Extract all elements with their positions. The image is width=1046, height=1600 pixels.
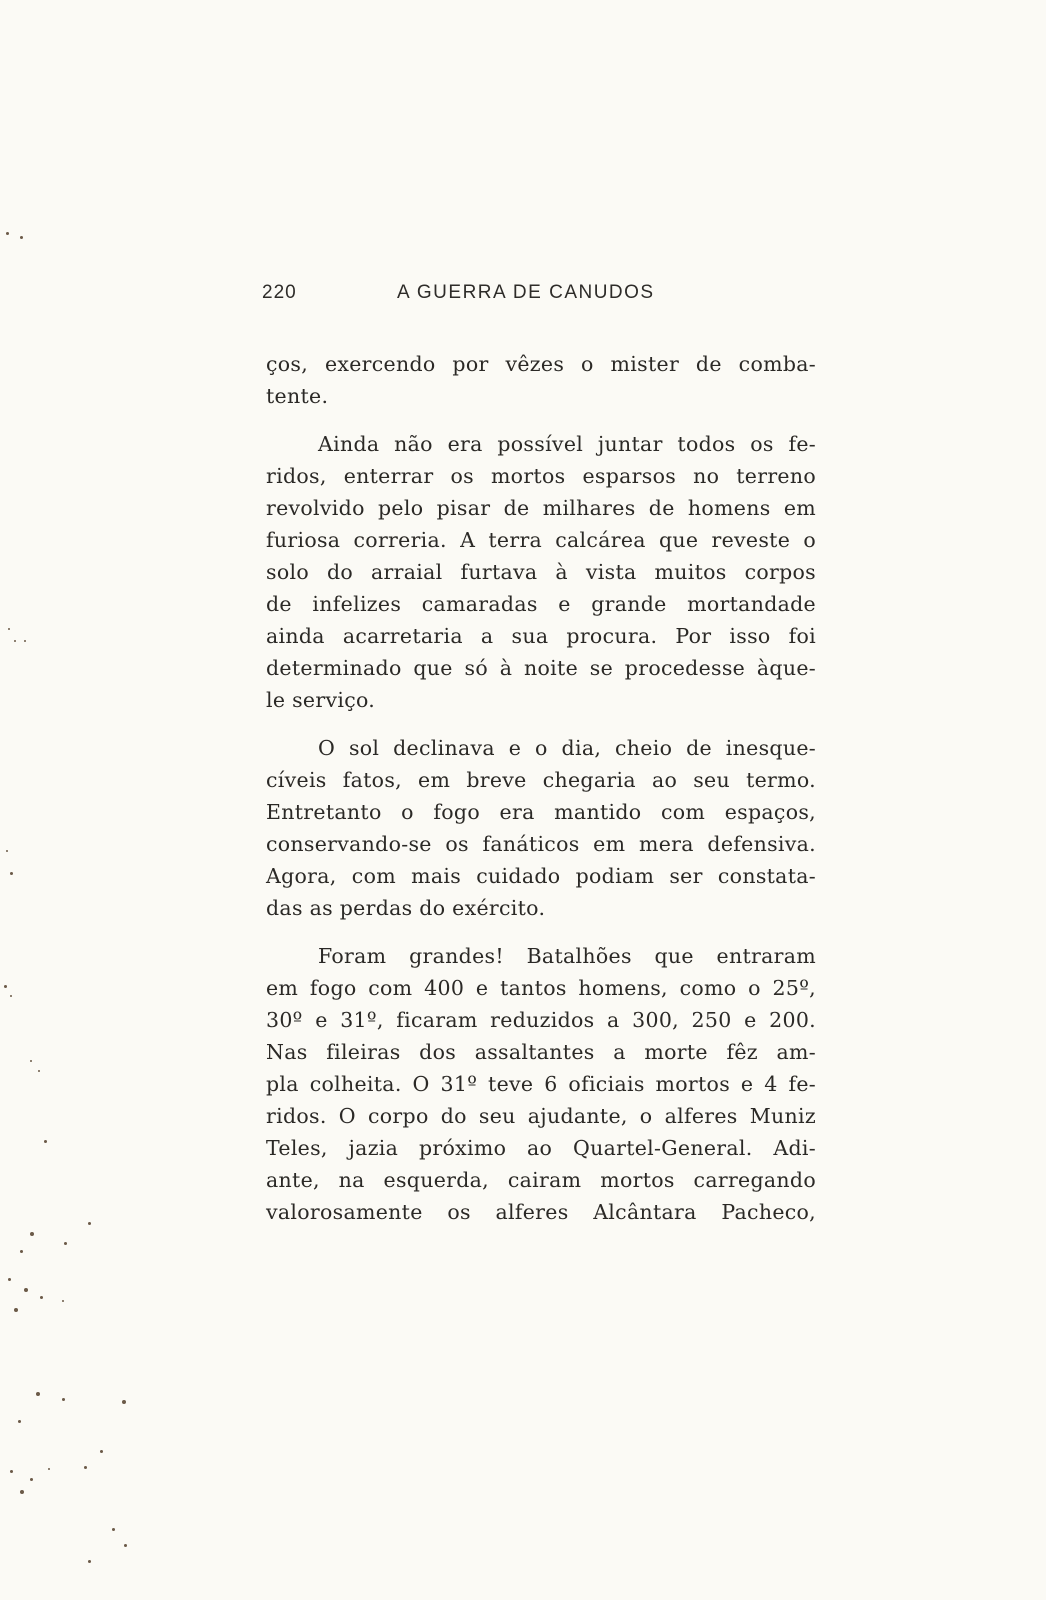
text-line: pla colheita. O 31º teve 6 oficiais mortos e 4 fe-	[266, 1072, 816, 1096]
text-line: ridos. O corpo do seu ajudante, o alferes Muniz	[266, 1104, 816, 1128]
paragraph	[266, 428, 816, 716]
text-line: ainda acarretaria a sua procura. Por isso foi	[266, 624, 816, 648]
foxing-speck	[122, 1400, 126, 1404]
foxing-speck	[14, 1308, 18, 1312]
foxing-speck	[30, 1232, 34, 1236]
text-line: em fogo com 400 e tantos homens, como o 25º,	[266, 976, 816, 1000]
foxing-speck	[20, 236, 23, 239]
text-line: Teles, jazia próximo ao Quartel-General. Adi-	[266, 1136, 816, 1160]
foxing-speck	[8, 1278, 11, 1281]
foxing-speck	[44, 1140, 47, 1143]
foxing-speck	[6, 232, 9, 235]
text-line: solo do arraial furtava à vista muitos corpos	[266, 560, 816, 584]
text-line: determinado que só à noite se procedesse àque-	[266, 656, 816, 680]
text-line: cíveis fatos, em breve chegaria ao seu termo.	[266, 768, 816, 792]
text-line: Ainda não era possível juntar todos os fe-	[318, 432, 816, 456]
foxing-speck	[88, 1560, 91, 1563]
text-line: furiosa correria. A terra calcárea que reveste o	[266, 528, 816, 552]
foxing-speck	[30, 1478, 33, 1481]
text-line: das as perdas do exército.	[266, 896, 546, 920]
running-title: A GUERRA DE CANUDOS	[397, 282, 655, 303]
paragraph	[266, 348, 816, 412]
paragraph	[266, 940, 816, 1228]
text-line: Foram grandes! Batalhões que entraram	[318, 944, 816, 968]
foxing-speck	[8, 628, 10, 630]
foxing-speck	[4, 985, 7, 988]
foxing-speck	[100, 1450, 103, 1453]
text-line: O sol declinava e o dia, cheio de inesque-	[318, 736, 816, 760]
text-line: Agora, com mais cuidado podiam ser constata-	[266, 864, 816, 888]
foxing-speck	[6, 850, 8, 852]
foxing-speck	[20, 1250, 23, 1253]
text-line: Entretanto o fogo era mantido com espaços,	[266, 800, 816, 824]
foxing-speck	[18, 1420, 21, 1423]
text-line: le serviço.	[266, 688, 376, 712]
text-line: tente.	[266, 384, 329, 408]
text-line: Nas fileiras dos assaltantes a morte fêz am-	[266, 1040, 816, 1064]
foxing-speck	[64, 1242, 67, 1245]
foxing-speck	[84, 1466, 87, 1469]
foxing-speck	[30, 1060, 32, 1062]
page-number: 220	[262, 282, 297, 303]
foxing-speck	[14, 640, 16, 642]
foxing-speck	[24, 1288, 28, 1292]
text-line: de infelizes camaradas e grande mortandade	[266, 592, 816, 616]
body-text	[266, 348, 816, 1228]
text-line: ante, na esquerda, cairam mortos carregando	[266, 1168, 816, 1192]
running-header	[262, 282, 822, 310]
foxing-speck	[24, 640, 26, 642]
paragraph	[266, 732, 816, 924]
foxing-speck	[88, 1222, 91, 1225]
text-line: ridos, enterrar os mortos esparsos no terreno	[266, 464, 816, 488]
text-line: conservando-se os fanáticos em mera defensiva.	[266, 832, 816, 856]
foxing-speck	[36, 1392, 40, 1396]
foxing-speck	[48, 1468, 50, 1470]
foxing-speck	[10, 995, 12, 997]
text-line: ços, exercendo por vêzes o mister de comba-	[266, 352, 816, 376]
foxing-speck	[10, 1470, 13, 1473]
text-line: revolvido pelo pisar de milhares de homens em	[266, 496, 816, 520]
foxing-speck	[124, 1544, 127, 1547]
foxing-speck	[112, 1528, 115, 1531]
text-line: 30º e 31º, ficaram reduzidos a 300, 250 e 200.	[266, 1008, 816, 1032]
foxing-speck	[62, 1300, 64, 1302]
text-line: valorosamente os alferes Alcântara Pacheco,	[266, 1200, 816, 1224]
foxing-speck	[10, 872, 13, 875]
foxing-speck	[62, 1398, 65, 1401]
foxing-speck	[20, 1490, 24, 1494]
foxing-speck	[38, 1070, 40, 1072]
foxing-speck	[40, 1296, 43, 1299]
